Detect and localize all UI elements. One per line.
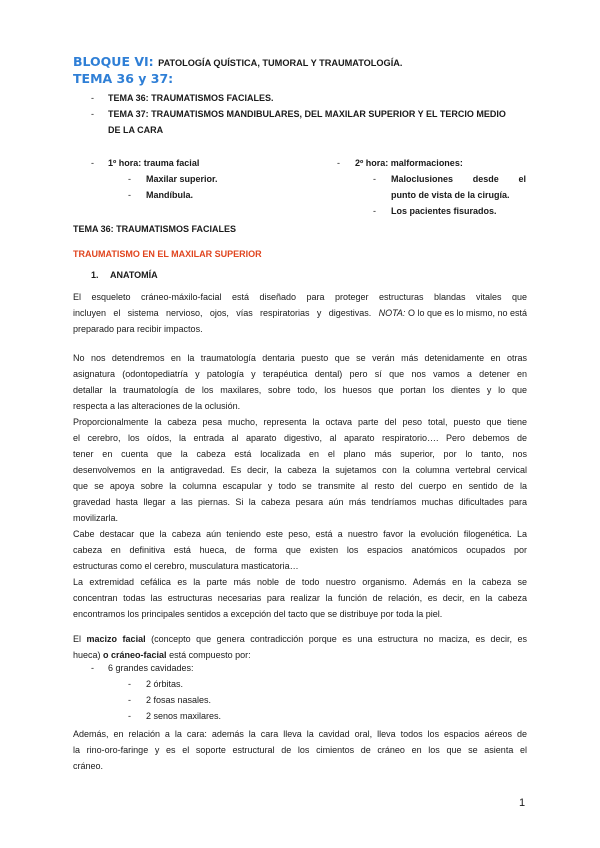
- page-number: 1: [519, 797, 526, 809]
- bloque-heading: [73, 53, 402, 71]
- text-line: desenvolvemos en la antigravedad. Es decir, la cabeza la sujetamos con la columna vertebral cervical: [73, 465, 527, 475]
- bold-term: o cráneo-facial: [103, 650, 167, 660]
- heading-number: 1.: [91, 270, 99, 280]
- text-line: el cerebro, los oídos, la entrada al aparato digestivo, al aparato respiratorio…. Pero debemos de: [73, 433, 527, 443]
- text-line: El esqueleto cráneo-máxilo-facial está diseñado para proteger estructuras blandas vitales que: [73, 292, 527, 302]
- dash-bullet: -: [91, 93, 94, 103]
- text-line: que se apoya sobre la columna escapular y todo se transmite al resto del cuerpo en sentido de la: [73, 481, 527, 491]
- dash-bullet: -: [337, 158, 340, 168]
- text-line: Cabe destacar que la cabeza aún teniendo este peso, está a nuestro favor la evolución filogenética. La: [73, 529, 527, 539]
- text-run: El: [73, 634, 87, 644]
- hour-2-item-1: [391, 174, 526, 184]
- cavities-label: 6 grandes cavidades:: [108, 663, 194, 673]
- hour-2-item-2: Los pacientes fisurados.: [391, 206, 497, 216]
- note-label: NOTA:: [378, 308, 406, 318]
- text-line: la rino-oro-faringe y es el soporte estructural de los cimientos de cráneo en los que se asienta el: [73, 745, 527, 755]
- paragraph-5: [73, 574, 527, 622]
- hour-1-item: Maxilar superior.: [146, 174, 218, 184]
- heading-anatomia: ANATOMÍA: [110, 270, 158, 280]
- text-line: tener en cuenta que la cabeza está localizada en el plano más superior, por lo tanto, nos: [73, 449, 527, 459]
- paragraph-3: [73, 414, 527, 526]
- cavity-item: 2 órbitas.: [146, 679, 184, 689]
- note-text: O lo que es lo mismo, no está: [405, 308, 527, 318]
- tema-37-item-cont: DE LA CARA: [108, 125, 164, 135]
- dash-bullet: -: [91, 663, 94, 673]
- hour-1-item: Mandíbula.: [146, 190, 193, 200]
- text-line: [73, 305, 527, 321]
- tema-37-item: TEMA 37: TRAUMATISMOS MANDIBULARES, DEL MAXILAR SUPERIOR Y EL TERCIO MEDIO: [108, 109, 506, 119]
- text-line: preparado para recibir impactos.: [73, 324, 203, 334]
- section-title: TEMA 36: TRAUMATISMOS FACIALES: [73, 224, 237, 234]
- text-line: cabeza en definitiva está hueca, de forma que existen los espacios anatómicos ocupados por: [73, 545, 527, 555]
- text-line: La extremidad cefálica es la parte más noble de todo nuestro organismo. Además en la cabeza se: [73, 577, 527, 587]
- paragraph-6: [73, 631, 527, 663]
- word: el: [518, 174, 526, 184]
- section-subtitle: TRAUMATISMO EN EL MAXILAR SUPERIOR: [73, 249, 262, 259]
- dash-bullet: -: [373, 174, 376, 184]
- tema-36-item: TEMA 36: TRAUMATISMOS FACIALES.: [108, 93, 274, 103]
- text-line: encontramos los principales sentidos a excepción del tacto que se distribuye por toda la piel.: [73, 609, 443, 619]
- bold-term: macizo facial: [86, 634, 146, 644]
- hour-2-item-1-cont: punto de vista de la cirugía.: [391, 190, 510, 200]
- hour-1: 1º hora: trauma facial: [108, 158, 200, 168]
- text-line: detallar la traumatología de los maxilares, sobre todo, los huesos que portan los dientes y lo que: [73, 385, 527, 395]
- text-run: está compuesto por:: [166, 650, 251, 660]
- text-run: hueca): [73, 650, 104, 660]
- text-line: concentran todas las estructuras necesarias para realizar la función de relación, es decir, en la cabeza: [73, 593, 527, 603]
- paragraph-7: [73, 726, 527, 774]
- paragraph-1: [73, 289, 527, 337]
- text-line: Proporcionalmente la cabeza pesa mucho, representa la octava parte del peso total, puesto que tiene: [73, 417, 527, 427]
- dash-bullet: -: [128, 711, 131, 721]
- word: Maloclusiones: [391, 174, 454, 184]
- dash-bullet: -: [128, 695, 131, 705]
- tema-label: TEMA 36 y 37:: [73, 71, 174, 86]
- text-line: gravedad hasta llegar a las piernas. Si la cabeza pesara aún más tendríamos muchas dificultades para: [73, 497, 527, 507]
- text-line: estructuras como el cerebro, musculatura masticatoria…: [73, 561, 299, 571]
- text-run: (concepto que genera contradicción porque es una estructura no maciza, es decir, es: [145, 634, 527, 644]
- text-line: cráneo.: [73, 761, 104, 771]
- paragraph-2: [73, 350, 527, 414]
- cavity-item: 2 senos maxilares.: [146, 711, 222, 721]
- text-line: respecta a las alteraciones de la oclusión.: [73, 401, 241, 411]
- cavity-item: 2 fosas nasales.: [146, 695, 212, 705]
- word: desde: [472, 174, 499, 184]
- bloque-label: BLOQUE VI:: [73, 54, 154, 69]
- dash-bullet: -: [128, 174, 131, 184]
- dash-bullet: -: [128, 190, 131, 200]
- text-line: No nos detendremos en la traumatología dentaria puesto que se verán más detenidamente en otras: [73, 353, 527, 363]
- text-line: Además, en relación a la cara: además la cara lleva la cavidad oral, lleva todos los espacios aéreos de: [73, 729, 527, 739]
- text-run: incluyen el sistema nervioso, ojos, vías respiratorias y digestivas.: [73, 308, 372, 318]
- text-line: [73, 647, 527, 663]
- dash-bullet: -: [373, 206, 376, 216]
- paragraph-4: [73, 526, 527, 574]
- dash-bullet: -: [91, 158, 94, 168]
- bloque-title: PATOLOGÍA QUÍSTICA, TUMORAL Y TRAUMATOLOGÍA.: [158, 58, 403, 68]
- hour-2: 2º hora: malformaciones:: [355, 158, 463, 168]
- text-line: [73, 631, 527, 647]
- text-line: asignatura (odontopediatría y patología y terapéutica dental) pero sí que nos vamos a detener en: [73, 369, 527, 379]
- dash-bullet: -: [91, 109, 94, 119]
- dash-bullet: -: [128, 679, 131, 689]
- text-line: movilizarla.: [73, 513, 119, 523]
